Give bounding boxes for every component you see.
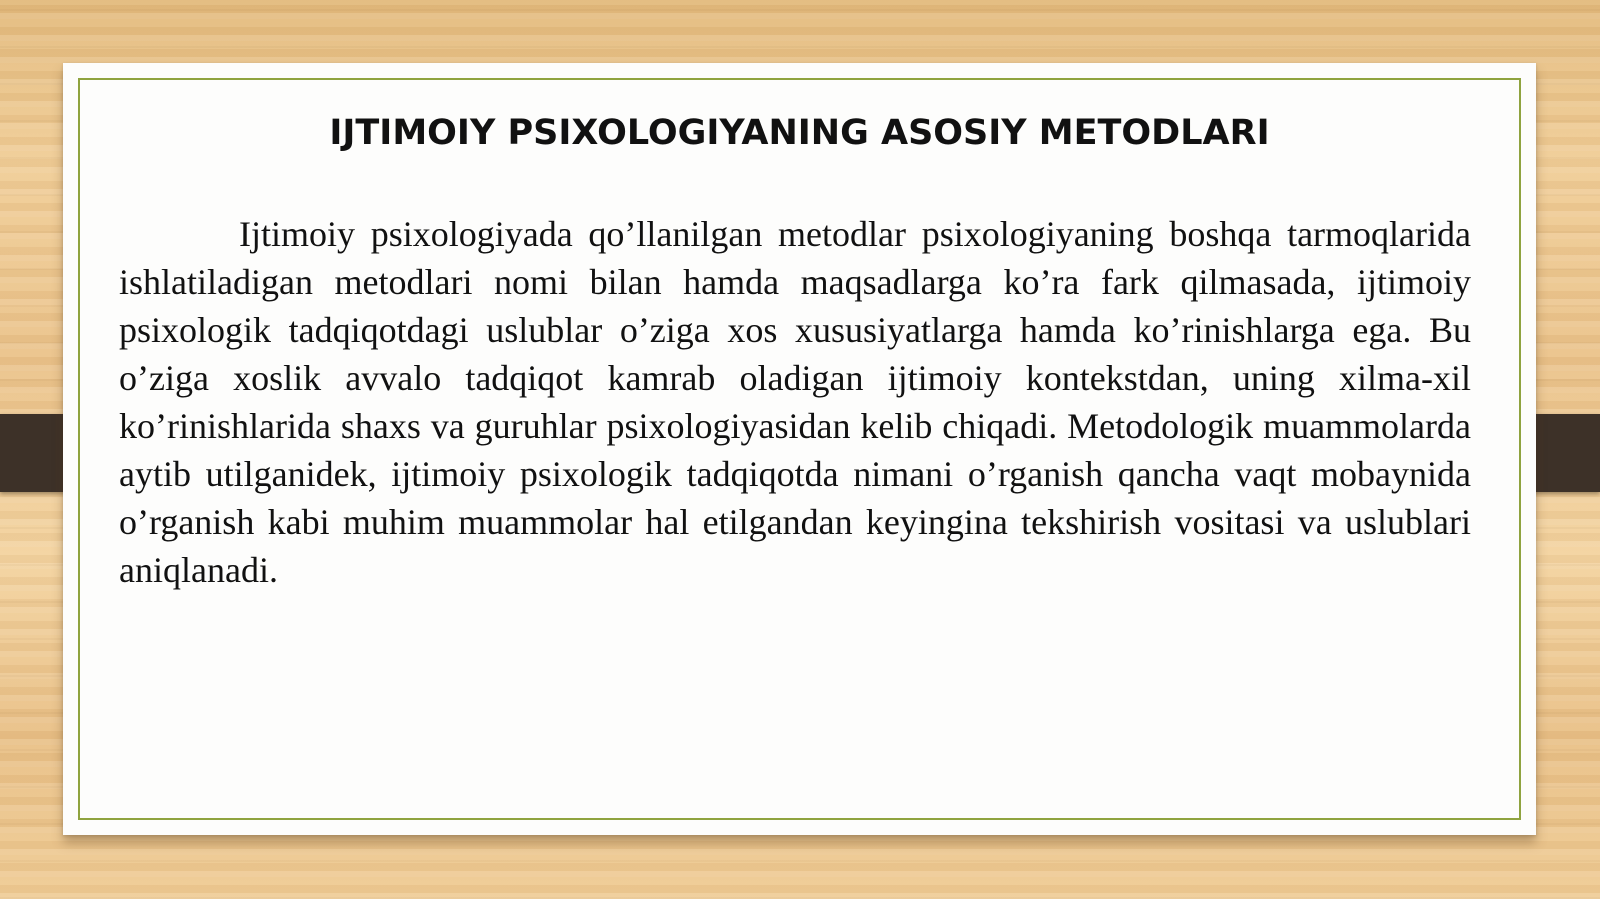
slide-body-text: Ijtimoiy psixologiyada qo’llanilgan metodlar psixologiyaning boshqa tarmoqlarida ishlatiladigan metodlari nomi bilan hamda maqsadlarga ko’ra fark qilmasada, ijtimoiy psixologik tadqiqotdagi uslublar o’ziga xos xususiyatlarga hamda ko’rinishlarga ega. Bu o’ziga xoslik avvalo tadqiqot kamrab oladigan ijtimoiy kontekstdan, uning xilma-xil ko’rinishlarida shaxs va guruhlar psixologiyasidan kelib chiqadi. Metodologik muammolarda aytib utilganidek, ijtimoiy psixologik tadqiqotda nimani o’rganish qancha vaqt mobaynida o’rganish kabi muhim muammolar hal etilgandan keyingina tekshirish vositasi va uslublari aniqlanadi. [119,214,1471,590]
slide-card [63,63,1536,835]
slide-title: IJTIMOIY PSIXOLOGIYANING ASOSIY METODLARI [329,113,1270,153]
